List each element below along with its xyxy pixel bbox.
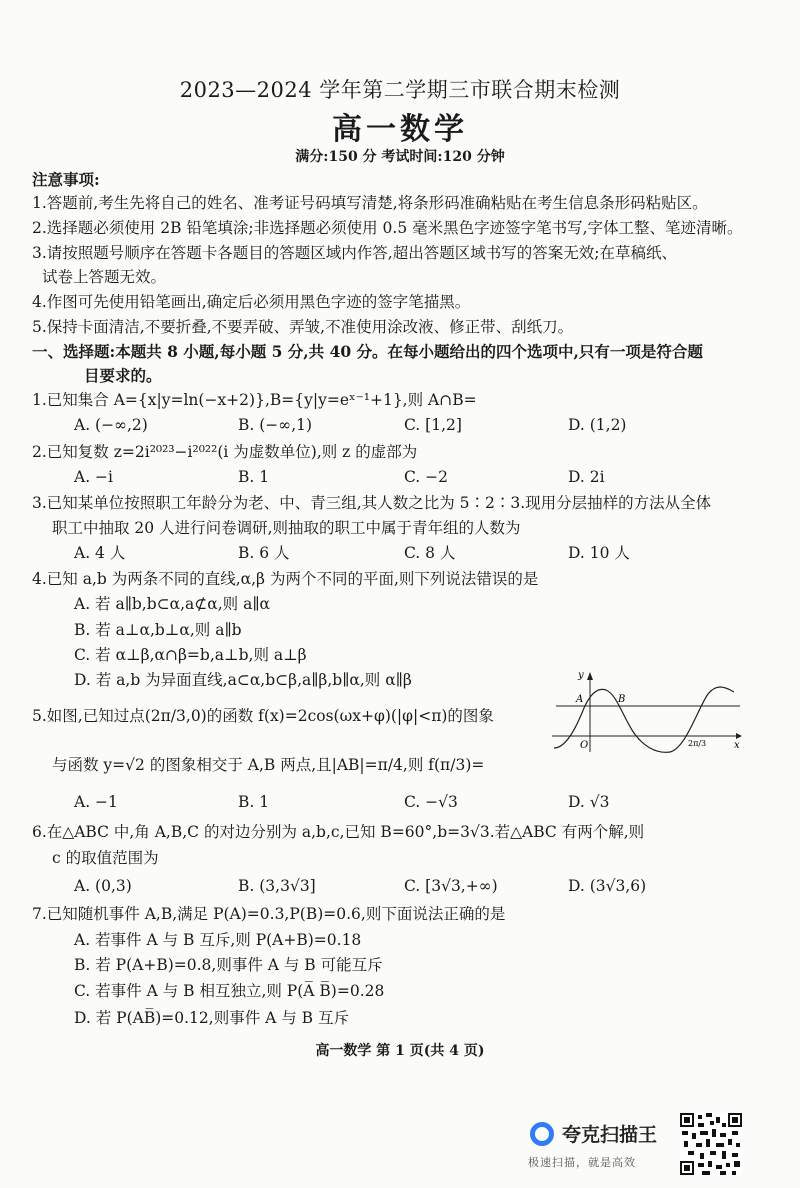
q6-option-b: B. (3,3√3] <box>238 877 316 895</box>
q4-option-c: C. 若 α⊥β,α∩β=b,a⊥b,则 a⊥β <box>74 646 307 664</box>
q7-option-a: A. 若事件 A 与 B 互斥,则 P(A+B)=0.18 <box>74 931 362 949</box>
graph-y-arrow <box>587 672 593 680</box>
note-item-3: 3.请按照题号顺序在答题卡各题目的答题区域内作答,超出答题区域书写的答案无效;在草稿纸、 <box>32 244 677 262</box>
scanner-logo-icon <box>530 1122 554 1146</box>
q3-option-d: D. 10 人 <box>568 544 630 562</box>
q6-option-d: D. (3√3,6) <box>568 877 647 895</box>
q5-option-a: A. −1 <box>74 793 118 811</box>
page-footer: 高一数学 第 1 页(共 4 页) <box>315 1043 485 1059</box>
q6-stem: 6.在△ABC 中,角 A,B,C 的对边分别为 a,b,c,已知 B=60°,b=3√3.若△ABC 有两个解,则 <box>32 823 645 841</box>
q2-option-b: B. 1 <box>238 468 270 486</box>
q7-option-c: C. 若事件 A 与 B 相互独立,则 P(A̅ B̅)=0.28 <box>74 982 385 1000</box>
q4-stem: 4.已知 a,b 为两条不同的直线,α,β 为两个不同的平面,则下列说法错误的是 <box>32 570 539 588</box>
q5-option-d: D. √3 <box>568 793 610 811</box>
section1-heading: 一、选择题:本题共 8 小题,每小题 5 分,共 40 分。在每小题给出的四个选项中,只有一项是符合题 <box>32 342 703 361</box>
q7-option-b: B. 若 P(A+B)=0.8,则事件 A 与 B 可能互斥 <box>74 956 383 974</box>
score-time: 满分:150 分 考试时间:120 分钟 <box>295 149 505 165</box>
scanner-brand-name: 夸克扫描王 <box>562 1124 658 1146</box>
notes-heading: 注意事项: <box>32 170 100 189</box>
q1-option-a: A. (−∞,2) <box>74 416 148 434</box>
qr-code-icon <box>680 1113 742 1175</box>
q6-option-a: A. (0,3) <box>74 877 132 895</box>
note-item-3-cont: 试卷上答题无效。 <box>42 268 167 286</box>
q2-option-a: A. −i <box>74 468 113 486</box>
graph-x-arrow <box>736 733 742 739</box>
scanner-slogan: 极速扫描，就是高效 <box>528 1156 636 1169</box>
q5-option-c: C. −√3 <box>404 793 458 811</box>
graph-point-b: B <box>618 694 626 705</box>
graph-tick-label: 2π/3 <box>688 739 707 748</box>
q6-option-c: C. [3√3,+∞) <box>404 877 498 895</box>
q3-stem: 3.已知某单位按照职工年龄分为老、中、青三组,其人数之比为 5∶2∶3.现用分层抽样的方法从全体 <box>32 494 712 512</box>
q3-option-c: C. 8 人 <box>404 544 456 562</box>
exam-subject: 高一数学 <box>332 112 468 147</box>
note-item-5: 5.保持卡面清洁,不要折叠,不要弄破、弄皱,不准使用涂改液、修正带、刮纸刀。 <box>32 318 574 336</box>
q3-stem-cont: 职工中抽取 20 人进行问卷调研,则抽取的职工中属于青年组的人数为 <box>52 519 521 537</box>
q4-option-b: B. 若 a⊥α,b⊥α,则 a∥b <box>74 621 242 639</box>
q1-option-d: D. (1,2) <box>568 416 627 434</box>
graph-x-label: x <box>734 740 740 751</box>
note-item-1: 1.答题前,考生先将自己的姓名、准考证号码填写清楚,将条形码准确粘贴在考生信息条形码粘贴区。 <box>32 194 708 212</box>
exam-title: 2023—2024 学年第二学期三市联合期末检测 <box>179 78 621 102</box>
q4-option-d: D. 若 a,b 为异面直线,a⊂α,b⊂β,a∥β,b∥α,则 α∥β <box>74 671 412 689</box>
q5-stem-cont: 与函数 y=√2 的图象相交于 A,B 两点,且|AB|=π/4,则 f(π/3)= <box>52 756 485 774</box>
q5-graph <box>548 668 744 754</box>
q1-option-b: B. (−∞,1) <box>238 416 313 434</box>
note-item-4: 4.作图可先使用铅笔画出,确定后必须用黑色字迹的签字笔描黑。 <box>32 293 471 311</box>
graph-point-a: A <box>576 694 584 705</box>
q5-option-b: B. 1 <box>238 793 270 811</box>
q3-option-b: B. 6 人 <box>238 544 290 562</box>
q1-option-c: C. [1,2] <box>404 416 462 434</box>
q2-option-d: D. 2i <box>568 468 605 486</box>
scanner-watermark <box>524 1116 674 1176</box>
q6-stem-cont: c 的取值范围为 <box>52 849 159 867</box>
section1-heading-cont: 目要求的。 <box>84 366 162 385</box>
q2-stem: 2.已知复数 z=2i²⁰²³−i²⁰²²(i 为虚数单位),则 z 的虚部为 <box>32 443 418 461</box>
q4-option-a: A. 若 a∥b,b⊂α,a⊄α,则 a∥α <box>74 595 270 613</box>
q2-option-c: C. −2 <box>404 468 449 486</box>
q1-stem: 1.已知集合 A={x|y=ln(−x+2)},B={y|y=eˣ⁻¹+1},则 A∩B= <box>32 391 477 409</box>
q3-option-a: A. 4 人 <box>74 544 126 562</box>
graph-y-label: y <box>578 670 584 681</box>
q7-option-d: D. 若 P(AB̅)=0.12,则事件 A 与 B 互斥 <box>74 1009 349 1027</box>
graph-origin-label: O <box>580 740 589 751</box>
q7-stem: 7.已知随机事件 A,B,满足 P(A)=0.3,P(B)=0.6,则下面说法正确的是 <box>32 905 506 923</box>
note-item-2: 2.选择题必须使用 2B 铅笔填涂;非选择题必须使用 0.5 毫米黑色字迹签字笔书写,字体工整、笔迹清晰。 <box>32 219 743 237</box>
q5-stem: 5.如图,已知过点(2π/3,0)的函数 f(x)=2cos(ωx+φ)(|φ|<π)的图象 <box>32 707 494 725</box>
